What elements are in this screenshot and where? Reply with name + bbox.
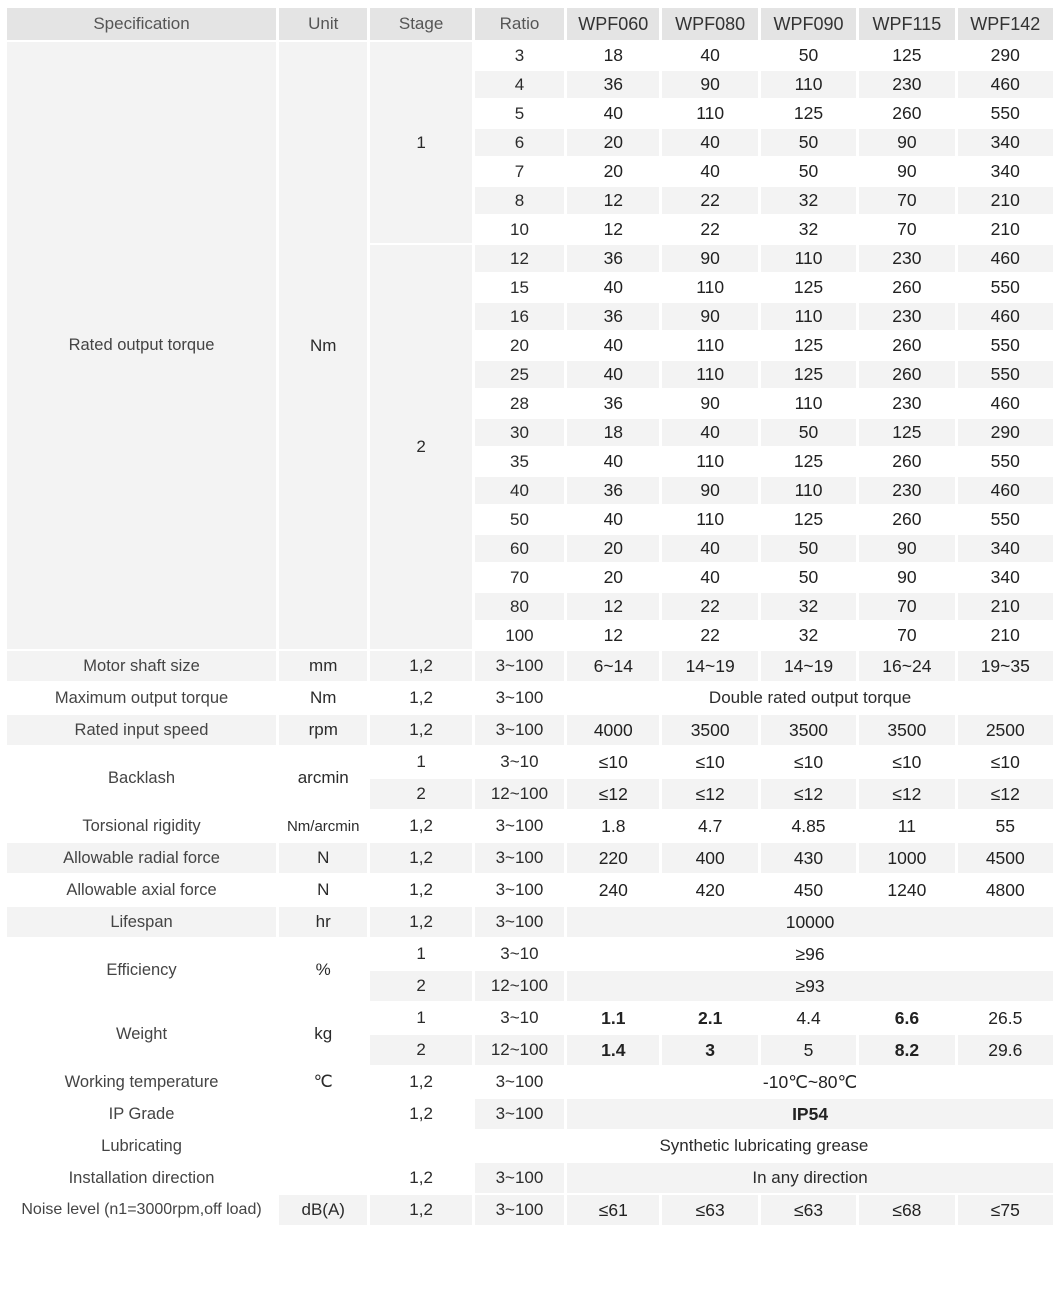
motor-shaft-value: 14~19: [662, 651, 757, 681]
input-speed-value: 3500: [859, 715, 954, 745]
noise-value: ≤75: [958, 1195, 1053, 1225]
torque-value: 70: [897, 625, 917, 645]
max-torque-row: [7, 683, 1053, 713]
torque-value: 20: [603, 567, 624, 587]
torque-value: 70: [897, 219, 917, 239]
ratio-cell: 28: [509, 393, 529, 413]
rated-output-torque-unit: Nm: [279, 42, 367, 649]
lubricating-unit: [279, 1131, 367, 1161]
torque-value: 110: [696, 277, 725, 297]
noise-value: ≤63: [662, 1195, 757, 1225]
weight-stage: 2: [370, 1035, 471, 1065]
backlash-value: ≤12: [662, 779, 757, 809]
axial-label: Allowable axial force: [66, 880, 217, 899]
torque-value: 230: [859, 303, 954, 330]
torque-value: 40: [662, 535, 757, 562]
torque-value: 460: [958, 245, 1053, 272]
axial-value: 420: [695, 879, 725, 900]
axial-value: 4800: [985, 879, 1025, 900]
weight-unit: kg: [314, 1024, 333, 1043]
header-model: WPF115: [859, 8, 954, 40]
torque-value: 110: [696, 335, 725, 355]
torque-value: 110: [662, 361, 757, 388]
torque-value: 22: [700, 625, 720, 645]
torque-value: 210: [958, 593, 1053, 620]
ratio-cell: 5: [514, 103, 525, 123]
torque-value: 230: [892, 393, 922, 413]
torque-value: 40: [603, 335, 624, 355]
torque-value: 460: [990, 393, 1020, 413]
lifespan-value: 10000: [567, 907, 1053, 937]
backlash-value: ≤12: [958, 779, 1053, 809]
ratio-cell: 30: [475, 419, 564, 446]
torsional-value: 4.7: [698, 815, 723, 836]
torque-value: 110: [761, 71, 856, 98]
working-temp-ratio: 3~100: [495, 1072, 544, 1091]
ip-grade-row: [7, 1099, 1053, 1129]
torque-value: 125: [859, 419, 954, 446]
noise-value: ≤63: [761, 1195, 856, 1225]
backlash-value: ≤10: [598, 751, 628, 772]
torque-value: 90: [859, 129, 954, 156]
header-model: WPF142: [958, 8, 1053, 40]
torque-value: 40: [603, 509, 624, 529]
ratio-cell: 10: [509, 219, 529, 239]
torque-value: 36: [603, 393, 624, 413]
axial-ratio: 3~100: [495, 880, 544, 899]
torque-value: 260: [892, 335, 922, 355]
motor-shaft-value: 16~24: [859, 651, 954, 681]
weight-value: 3: [662, 1035, 757, 1065]
torque-value: 40: [700, 161, 720, 181]
efficiency-value: ≥96: [795, 943, 825, 964]
torque-value: 110: [696, 509, 725, 529]
motor-shaft-stage: 1,2: [370, 651, 471, 681]
radial-value: 400: [662, 843, 757, 873]
torsional-value: 1.8: [601, 815, 626, 836]
torque-value: 290: [958, 419, 1053, 446]
torque-value: 550: [990, 451, 1020, 471]
torque-value: 550: [990, 277, 1020, 297]
torque-value: 20: [567, 535, 659, 562]
ratio-cell: 100: [505, 625, 534, 645]
ratio-cell: 50: [509, 509, 529, 529]
ratio-cell: 15: [509, 277, 529, 297]
torque-value: 125: [892, 45, 922, 65]
max-torque-unit: Nm: [309, 688, 337, 707]
torque-value: 550: [958, 361, 1053, 388]
torque-value: 20: [603, 161, 624, 181]
torque-value: 50: [798, 161, 819, 181]
torque-value: 260: [892, 509, 922, 529]
torque-value: 90: [859, 535, 954, 562]
torque-value: 12: [567, 187, 659, 214]
ip-grade-ratio: 3~100: [475, 1099, 564, 1129]
torque-value: 40: [567, 361, 659, 388]
torque-value: 90: [662, 303, 757, 330]
efficiency-unit: %: [315, 960, 331, 979]
stage-2-cell: 2: [370, 245, 471, 649]
torsional-unit: Nm/arcmin: [286, 817, 360, 835]
torque-value: 210: [958, 187, 1053, 214]
radial-row: [7, 843, 1053, 873]
lifespan-stage: 1,2: [370, 907, 471, 937]
motor-shaft-row: [7, 651, 1053, 681]
header-stage: Stage: [370, 8, 471, 40]
torque-value: 290: [990, 45, 1020, 65]
torque-value: 50: [761, 535, 856, 562]
torque-value: 20: [567, 129, 659, 156]
torque-value: 50: [798, 45, 819, 65]
backlash-value: ≤12: [761, 779, 856, 809]
motor-shaft-value: 19~35: [958, 651, 1053, 681]
torque-value: 40: [603, 103, 624, 123]
ratio-cell: 35: [509, 451, 529, 471]
header-specification: Specification: [7, 8, 276, 40]
torque-value: 12: [603, 625, 624, 645]
stage-1-cell: 1: [370, 42, 471, 243]
noise-unit: dB(A): [279, 1195, 367, 1225]
backlash-label: Backlash: [108, 768, 175, 787]
torque-value: 460: [958, 477, 1053, 504]
lubricating-stage: [370, 1131, 471, 1161]
torque-value: 125: [793, 277, 824, 297]
specification-table: [4, 6, 1056, 1227]
weight-value: 1.4: [567, 1035, 659, 1065]
axial-value: 240: [598, 879, 628, 900]
torque-value: 22: [662, 187, 757, 214]
torque-value: 40: [700, 567, 720, 587]
torque-value: 550: [990, 335, 1020, 355]
ip-grade-label: IP Grade: [108, 1104, 175, 1123]
torque-value: 90: [897, 161, 917, 181]
ratio-cell: 12: [475, 245, 564, 272]
torque-value: 70: [859, 187, 954, 214]
efficiency-stage: 1: [416, 944, 426, 963]
input-speed-ratio: 3~100: [475, 715, 564, 745]
motor-shaft-value: 14~19: [761, 651, 856, 681]
torque-value: 18: [567, 419, 659, 446]
ratio-cell: 20: [509, 335, 529, 355]
input-speed-value: 3500: [662, 715, 757, 745]
noise-row: [7, 1195, 1053, 1225]
backlash-value: ≤10: [990, 751, 1020, 772]
weight-value: 29.6: [958, 1035, 1053, 1065]
input-speed-stage: 1,2: [370, 715, 471, 745]
ratio-cell: 70: [509, 567, 529, 587]
ratio-cell: 25: [475, 361, 564, 388]
efficiency-ratio: 12~100: [475, 971, 564, 1001]
torque-value: 32: [798, 219, 819, 239]
backlash-value: ≤10: [695, 751, 725, 772]
torque-value: 70: [859, 593, 954, 620]
weight-row: [7, 1003, 1053, 1033]
torque-value: 50: [798, 567, 819, 587]
lubricating-label: Lubricating: [101, 1136, 182, 1155]
input-speed-value: 4000: [567, 715, 659, 745]
motor-shaft-ratio: 3~100: [475, 651, 564, 681]
ip-grade-unit: [279, 1099, 367, 1129]
installation-value: In any direction: [567, 1163, 1053, 1193]
input-speed-row: [7, 715, 1053, 745]
torque-value: 90: [662, 477, 757, 504]
weight-ratio: 12~100: [475, 1035, 564, 1065]
torque-value: 40: [662, 129, 757, 156]
noise-value: ≤61: [567, 1195, 659, 1225]
efficiency-row: [7, 939, 1053, 969]
working-temp-value: -10℃~80℃: [762, 1071, 858, 1092]
torque-value: 550: [990, 509, 1020, 529]
axial-stage: 1,2: [409, 880, 433, 899]
torque-value: 110: [794, 393, 823, 413]
ratio-cell: 3: [514, 45, 525, 65]
torque-value: 125: [793, 103, 824, 123]
torque-value: 22: [662, 593, 757, 620]
torque-value: 50: [761, 419, 856, 446]
lubricating-value: Synthetic lubricating grease: [659, 1136, 869, 1155]
weight-value: 1.1: [601, 1007, 626, 1028]
torsional-label: Torsional rigidity: [82, 816, 201, 835]
weight-value: 6.6: [894, 1007, 920, 1028]
backlash-unit: arcmin: [297, 768, 349, 787]
torque-value: 230: [859, 71, 954, 98]
max-torque-stage: 1,2: [409, 688, 433, 707]
installation-stage: 1,2: [409, 1168, 433, 1187]
backlash-value: ≤10: [793, 751, 824, 772]
torque-value: 90: [700, 393, 720, 413]
torque-value: 22: [700, 219, 720, 239]
torque-value: 260: [892, 103, 922, 123]
lubricating-row: [7, 1131, 1053, 1161]
efficiency-value: ≥93: [567, 971, 1053, 1001]
torque-value: 110: [761, 245, 856, 272]
installation-row: [7, 1163, 1053, 1193]
torque-value: 32: [798, 625, 819, 645]
torque-value: 90: [662, 245, 757, 272]
backlash-ratio: 3~10: [500, 752, 539, 771]
torque-value: 125: [793, 335, 824, 355]
installation-ratio: 3~100: [475, 1163, 564, 1193]
torque-value: 36: [567, 245, 659, 272]
torque-value: 36: [567, 71, 659, 98]
lifespan-ratio: 3~100: [475, 907, 564, 937]
torque-value: 40: [700, 45, 720, 65]
torque-value: 110: [761, 477, 856, 504]
torque-value: 210: [990, 625, 1020, 645]
weight-value: 4.4: [796, 1007, 821, 1028]
torque-value: 36: [567, 303, 659, 330]
ratio-cell: 4: [475, 71, 564, 98]
torque-value: 110: [696, 103, 725, 123]
header-row: [7, 8, 1053, 40]
max-torque-ratio: 3~100: [495, 688, 544, 707]
torque-value: 340: [958, 535, 1053, 562]
radial-value: 430: [761, 843, 856, 873]
weight-ratio: 3~10: [500, 1008, 539, 1027]
lifespan-label: Lifespan: [7, 907, 276, 937]
header-model: WPF060: [567, 8, 659, 40]
axial-unit: N: [317, 880, 330, 899]
ratio-cell: 8: [475, 187, 564, 214]
working-temp-stage: 1,2: [409, 1072, 433, 1091]
weight-value: 8.2: [859, 1035, 954, 1065]
torsional-value: 55: [995, 815, 1016, 836]
axial-value: 1240: [887, 879, 927, 900]
torque-value: 110: [696, 451, 725, 471]
weight-stage: 1: [416, 1008, 426, 1027]
input-speed-label: Rated input speed: [7, 715, 276, 745]
axial-row: [7, 875, 1053, 905]
weight-value: 2.1: [698, 1007, 723, 1028]
torque-value: 260: [892, 451, 922, 471]
input-speed-value: 2500: [958, 715, 1053, 745]
efficiency-label: Efficiency: [106, 960, 177, 979]
torque-value: 460: [958, 71, 1053, 98]
ratio-cell: 40: [475, 477, 564, 504]
header-model: WPF080: [662, 8, 757, 40]
backlash-stage: 1: [416, 752, 426, 771]
torque-value: 32: [761, 187, 856, 214]
torque-value: 90: [662, 71, 757, 98]
lifespan-row: [7, 907, 1053, 937]
torque-value: 40: [603, 277, 624, 297]
installation-unit: [279, 1163, 367, 1193]
radial-value: 220: [567, 843, 659, 873]
backlash-row: [7, 747, 1053, 777]
max-torque-label: Maximum output torque: [54, 688, 229, 707]
torque-value: 125: [761, 361, 856, 388]
ratio-cell: 7: [514, 161, 525, 181]
torque-value: 230: [859, 245, 954, 272]
torque-value: 550: [990, 103, 1020, 123]
torque-value: 260: [859, 361, 954, 388]
torque-value: 260: [892, 277, 922, 297]
ip-grade-stage: 1,2: [409, 1104, 433, 1123]
radial-value: 4500: [958, 843, 1053, 873]
torque-value: 90: [897, 567, 917, 587]
torque-value: 340: [958, 129, 1053, 156]
motor-shaft-unit: mm: [279, 651, 367, 681]
input-speed-value: 3500: [761, 715, 856, 745]
weight-value: 5: [761, 1035, 856, 1065]
efficiency-stage: 2: [370, 971, 471, 1001]
torsional-value: 11: [897, 815, 916, 836]
torque-value: 460: [958, 303, 1053, 330]
motor-shaft-label: Motor shaft size: [7, 651, 276, 681]
radial-unit: N: [279, 843, 367, 873]
torque-value: 40: [603, 451, 624, 471]
header-unit: Unit: [279, 8, 367, 40]
noise-stage: 1,2: [370, 1195, 471, 1225]
backlash-stage: 2: [370, 779, 471, 809]
motor-shaft-value: 6~14: [567, 651, 659, 681]
noise-ratio: 3~100: [475, 1195, 564, 1225]
torque-value: 40: [662, 419, 757, 446]
radial-ratio: 3~100: [475, 843, 564, 873]
torque-value: 110: [761, 303, 856, 330]
noise-label: Noise level (n1=3000rpm,off load): [21, 1201, 262, 1218]
ratio-cell: 80: [475, 593, 564, 620]
torque-value: 36: [567, 477, 659, 504]
backlash-value: ≤12: [567, 779, 659, 809]
torque-value: 12: [603, 219, 624, 239]
radial-stage: 1,2: [370, 843, 471, 873]
ip-grade-value: IP54: [567, 1099, 1053, 1129]
radial-value: 1000: [859, 843, 954, 873]
working-temp-unit: ℃: [313, 1072, 333, 1091]
torsional-stage: 1,2: [409, 816, 433, 835]
torque-value: 50: [761, 129, 856, 156]
torque-value: 340: [990, 161, 1020, 181]
efficiency-ratio: 3~10: [500, 944, 539, 963]
torsional-value: 4.85: [791, 815, 826, 836]
torque-value: 230: [859, 477, 954, 504]
torsional-row: [7, 811, 1053, 841]
backlash-value: ≤10: [892, 751, 922, 772]
torque-row: [7, 42, 1053, 69]
ratio-cell: 60: [475, 535, 564, 562]
torque-value: 125: [793, 451, 824, 471]
header-ratio: Ratio: [475, 8, 564, 40]
ratio-cell: 16: [475, 303, 564, 330]
backlash-ratio: 12~100: [475, 779, 564, 809]
backlash-value: ≤12: [859, 779, 954, 809]
max-torque-value: Double rated output torque: [708, 688, 912, 707]
torque-value: 12: [567, 593, 659, 620]
weight-label: Weight: [115, 1024, 168, 1043]
torque-value: 32: [761, 593, 856, 620]
axial-value: 450: [793, 879, 824, 900]
torque-value: 210: [990, 219, 1020, 239]
installation-label: Installation direction: [68, 1168, 215, 1187]
radial-label: Allowable radial force: [7, 843, 276, 873]
header-model: WPF090: [761, 8, 856, 40]
noise-value: ≤68: [859, 1195, 954, 1225]
working-temp-label: Working temperature: [64, 1072, 219, 1091]
torque-value: 125: [793, 509, 824, 529]
rated-output-torque-label: Rated output torque: [7, 42, 276, 649]
weight-value: 26.5: [988, 1007, 1023, 1028]
torsional-ratio: 3~100: [495, 816, 544, 835]
ratio-cell: 6: [475, 129, 564, 156]
lifespan-unit: hr: [279, 907, 367, 937]
torque-value: 18: [603, 45, 624, 65]
input-speed-unit: rpm: [279, 715, 367, 745]
torque-value: 340: [990, 567, 1020, 587]
working-temp-row: [7, 1067, 1053, 1097]
